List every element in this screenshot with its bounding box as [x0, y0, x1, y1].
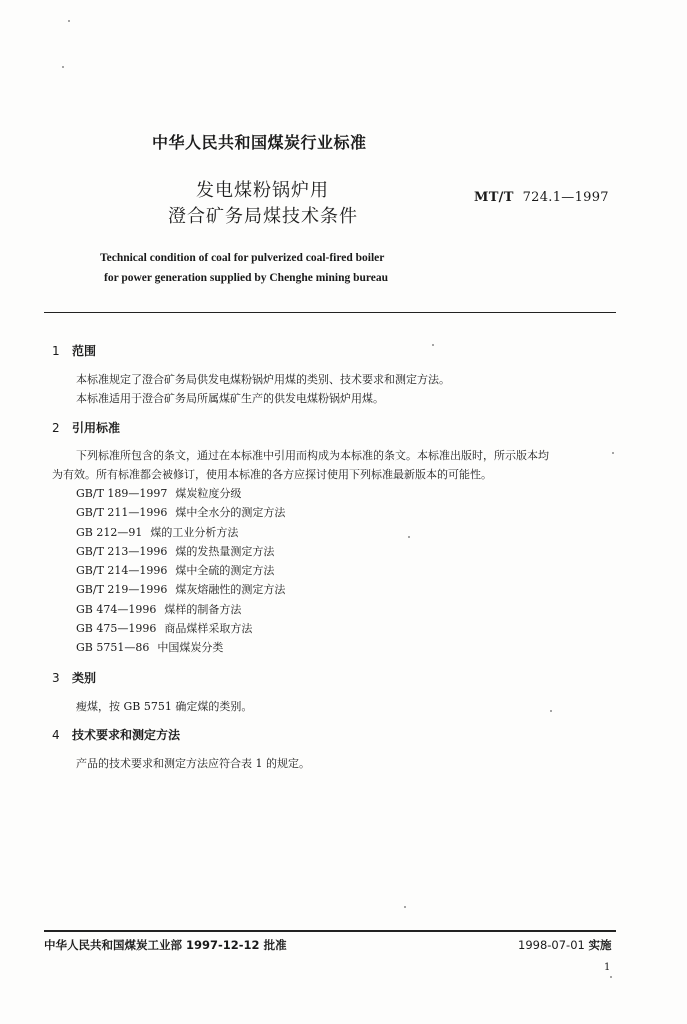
implementation-word: 实施	[588, 938, 612, 952]
section-heading-references	[52, 419, 120, 436]
section-title: 引用标准	[72, 421, 121, 435]
reference-item	[76, 523, 285, 542]
scan-speck	[432, 344, 434, 346]
reference-item	[76, 619, 285, 638]
section-title: 技术要求和测定方法	[72, 728, 181, 742]
implementation-date: 1998-07-01	[518, 938, 585, 952]
header-divider	[44, 312, 616, 313]
footer-divider	[44, 930, 616, 932]
title-en-line-2: for power generation supplied by Chenghe mining bureau	[104, 272, 389, 284]
section-title: 范围	[72, 344, 97, 358]
reference-item	[76, 542, 285, 561]
approval-statement: 中华人民共和国煤炭工业部 1997-12-12 批准	[44, 938, 287, 952]
reference-code: GB/T 213—1996	[76, 544, 168, 558]
scan-speck	[550, 710, 552, 712]
reference-item	[76, 503, 285, 522]
section-heading-category	[52, 669, 96, 686]
section-number: 1	[52, 344, 60, 358]
reference-code: GB 5751—86	[76, 641, 150, 655]
document-title-cn	[168, 178, 358, 230]
title-en-line-1: Technical condition of coal for pulverized coal-fired boiler	[100, 252, 385, 264]
reference-item	[76, 638, 285, 657]
reference-item	[76, 484, 285, 503]
section-number: 3	[52, 671, 60, 685]
reference-title: 煤灰熔融性的测定方法	[175, 583, 286, 597]
standard-code-number: 724.1—1997	[522, 190, 609, 205]
reference-code: GB 474—1996	[76, 602, 157, 616]
scan-speck	[62, 66, 64, 68]
reference-title: 商品煤样采取方法	[164, 622, 253, 636]
paragraph: 产品的技术要求和测定方法应符合表 1 的规定。	[76, 757, 310, 770]
paragraph: 下列标准所包含的条文，通过在本标准中引用而构成为本标准的条文。本标准出版时，所示版本均	[76, 449, 549, 462]
reference-title: 煤的工业分析方法	[150, 525, 239, 539]
reference-code: GB/T 211—1996	[76, 506, 168, 520]
section-number: 4	[52, 728, 60, 742]
section-heading-requirements	[52, 726, 180, 743]
reference-title: 煤的发热量测定方法	[175, 544, 275, 558]
paragraph: 本标准适用于澄合矿务局所属煤矿生产的供发电煤粉锅炉用煤。	[76, 392, 384, 405]
standard-code-prefix: MT/T	[474, 190, 514, 205]
reference-code: GB/T 189—1997	[76, 487, 168, 500]
implementation-statement	[518, 937, 612, 953]
page-number: 1	[604, 962, 611, 973]
reference-list	[76, 484, 285, 658]
reference-title: 煤样的制备方法	[164, 602, 242, 616]
scan-speck	[610, 976, 612, 978]
paragraph: 为有效。所有标准都会被修订，使用本标准的各方应探讨使用下列标准最新版本的可能性。	[52, 468, 492, 481]
section-title: 类别	[72, 671, 97, 685]
section-heading-scope	[52, 342, 96, 359]
title-cn-line-1: 发电煤粉锅炉用	[196, 180, 329, 201]
document-title-en	[100, 248, 520, 288]
scan-speck	[404, 906, 406, 908]
reference-title: 煤中全硫的测定方法	[175, 564, 275, 578]
title-cn-line-2: 澄合矿务局煤技术条件	[168, 206, 358, 227]
scan-speck	[408, 536, 410, 538]
section-number: 2	[52, 421, 60, 435]
reference-code: GB 212—91	[76, 525, 143, 539]
standard-code	[474, 190, 609, 205]
reference-title: 煤中全水分的测定方法	[175, 506, 286, 520]
paragraph: 本标准规定了澄合矿务局供发电煤粉锅炉用煤的类别、技术要求和测定方法。	[76, 373, 450, 386]
reference-code: GB/T 219—1996	[76, 583, 168, 597]
scan-speck	[612, 452, 614, 454]
reference-title: 中国煤炭分类	[157, 641, 224, 655]
industry-standard-header: 中华人民共和国煤炭行业标准	[152, 133, 367, 152]
reference-code: GB 475—1996	[76, 622, 157, 636]
reference-item	[76, 580, 285, 599]
reference-title: 煤炭粒度分级	[175, 487, 242, 500]
paragraph: 瘦煤，按 GB 5751 确定煤的类别。	[76, 700, 253, 713]
reference-item	[76, 561, 285, 580]
reference-item	[76, 600, 285, 619]
reference-code: GB/T 214—1996	[76, 564, 168, 578]
scan-speck	[68, 20, 70, 22]
